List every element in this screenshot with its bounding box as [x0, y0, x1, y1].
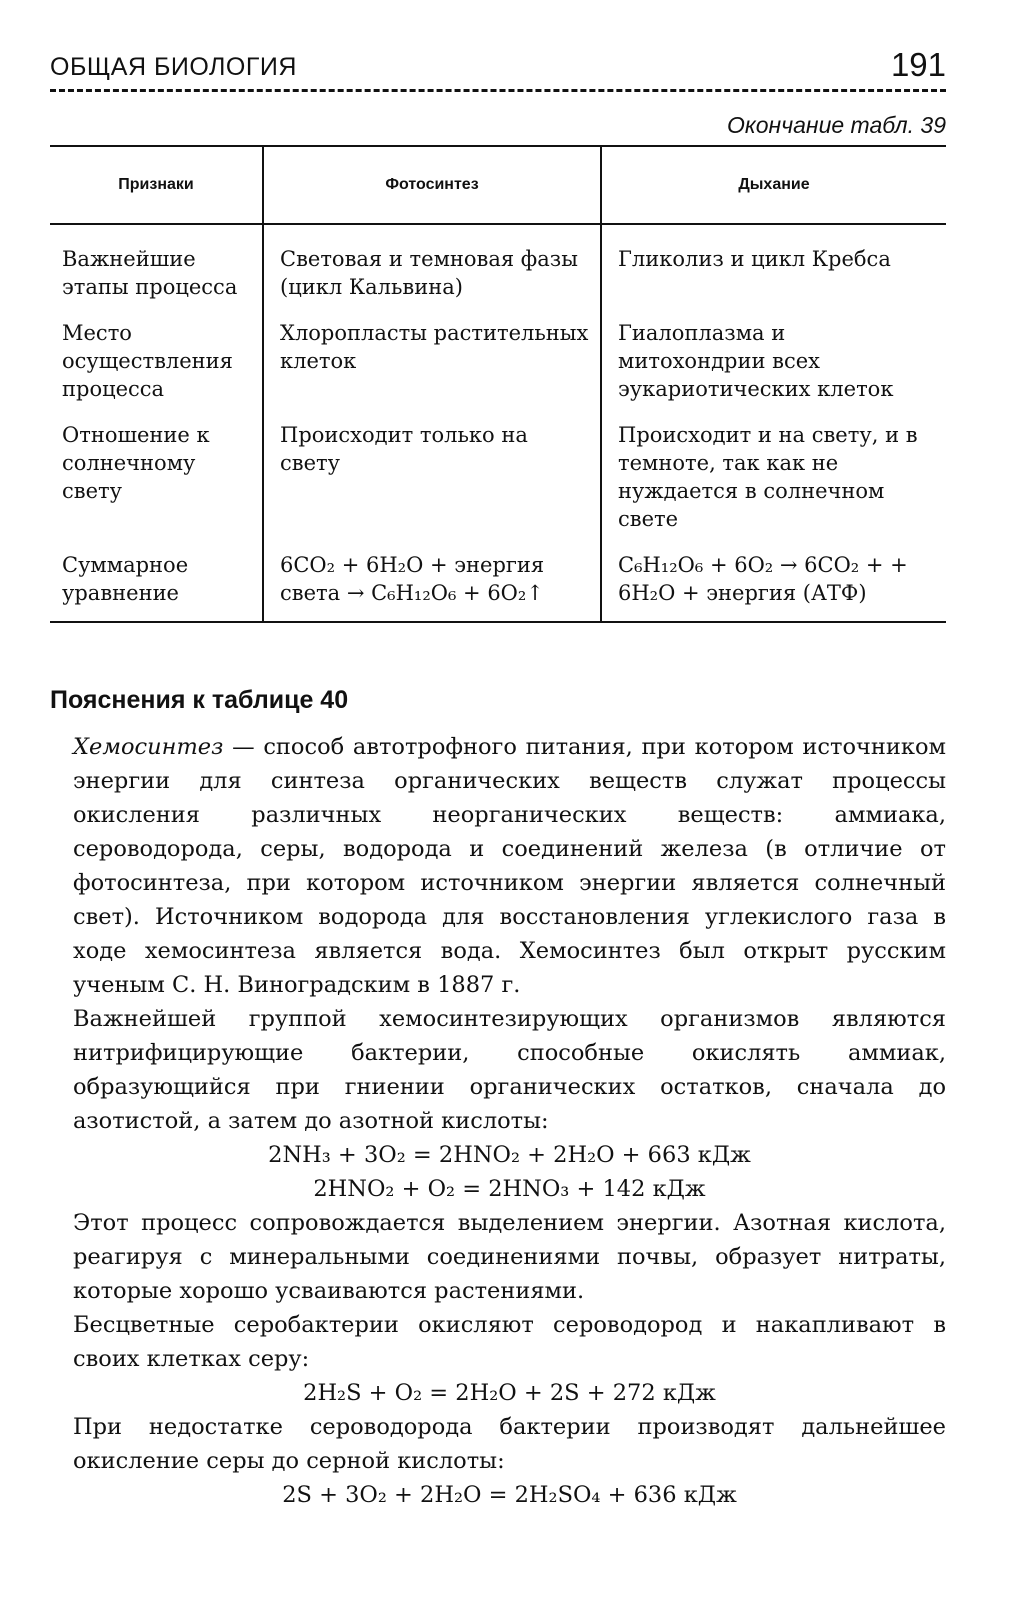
- cell-photosynthesis: Световая и темновая фазы (цикл Кальвина): [263, 224, 601, 319]
- equation-sulfur-oxidation: 2S + 3O₂ + 2H₂O = 2H₂SO₄ + 636 кДж: [282, 1482, 737, 1508]
- cell-feature: Отношение к солнечному свету: [62, 423, 210, 503]
- header-respiration: Дыхание: [601, 146, 946, 224]
- equation-hydrogen-sulfide-oxidation: 2H₂S + O₂ = 2H₂O + 2S + 272 кДж: [303, 1380, 716, 1406]
- page-header: [50, 42, 946, 92]
- cell-photosynthesis: Хлоропласты растительных клеток: [263, 319, 601, 421]
- paragraph-text: — способ автотрофного питания, при котором источником энергии для синтеза органических веществ служат процессы окисления различных неорганических веществ: аммиака, сероводорода, серы, водорода и соединений железа (в отличие от фотосинтеза, при котором источником энергии является солнечный свет). Источником водорода для восстановления углекислого газа в ходе хемосинтеза является вода. Хемосинтез был открыт русским ученым С. Н. Виноградским в 1887 г.: [73, 734, 946, 998]
- equation-nitrite-oxidation: 2HNO₂ + O₂ = 2HNO₃ + 142 кДж: [313, 1176, 706, 1202]
- cell-photosynthesis: Происходит только на свету: [263, 421, 601, 551]
- page-number: 191: [890, 46, 946, 83]
- term-chemosynthesis: Хемосинтез: [73, 734, 224, 760]
- running-title: ОБЩАЯ БИОЛОГИЯ: [50, 53, 297, 81]
- section-title: Пояснения к таблице 40: [50, 686, 349, 714]
- header-feature: Признаки: [50, 146, 263, 224]
- paragraph-sulfur-oxidation: При недостатке сероводорода бактерии производят дальнейшее окисление серы до серной кислоты:: [73, 1414, 946, 1474]
- paragraph-chemosynthesis: [73, 730, 946, 1002]
- paragraph-sulfur-bacteria: Бесцветные серобактерии окисляют сероводород и накапливают в своих клетках серу:: [73, 1312, 946, 1372]
- cell-respiration-equation: C₆H₁₂O₆ + 6O₂ → 6CO₂ + + 6H₂O + энергия (АТФ): [601, 551, 946, 622]
- header-dashed-rule: [50, 89, 946, 92]
- cell-feature: Важнейшие этапы процесса: [62, 247, 238, 299]
- table-caption: Окончание табл. 39: [727, 112, 946, 138]
- table-row: [50, 319, 946, 421]
- cell-feature: Место осуществления процесса: [62, 321, 233, 401]
- table-row: [50, 224, 946, 319]
- cell-respiration: Гликолиз и цикл Кребса: [601, 224, 946, 319]
- table-row: [50, 551, 946, 622]
- body-text: [73, 730, 946, 1512]
- paragraph-energy: Этот процесс сопровождается выделением энергии. Азотная кислота, реагируя с минеральными соединениями почвы, образует нитраты, которые хорошо усваиваются растениями.: [73, 1210, 946, 1304]
- equation-ammonia-oxidation: 2NH₃ + 3O₂ = 2HNO₂ + 2H₂O + 663 кДж: [268, 1142, 751, 1168]
- table-header-row: [50, 146, 946, 224]
- cell-respiration: Гиалоплазма и митохондрии всех эукариотических клеток: [601, 319, 946, 421]
- table-row: [50, 421, 946, 551]
- cell-photosynthesis-equation: 6CO₂ + 6H₂O + энергия света → C₆H₁₂O₆ + 6O₂↑: [263, 551, 601, 622]
- header-photosynthesis: Фотосинтез: [263, 146, 601, 224]
- cell-feature: Суммарное уравнение: [50, 551, 263, 622]
- cell-respiration: Происходит и на свету, и в темноте, так как не нуждается в солнечном свете: [601, 421, 946, 551]
- comparison-table: [50, 145, 946, 623]
- paragraph-nitrifying: Важнейшей группой хемосинтезирующих организмов являются нитрифицирующие бактерии, способные окислять аммиак, образующийся при гниении органических остатков, сначала до азотистой, а затем до азотной кислоты:: [73, 1006, 946, 1134]
